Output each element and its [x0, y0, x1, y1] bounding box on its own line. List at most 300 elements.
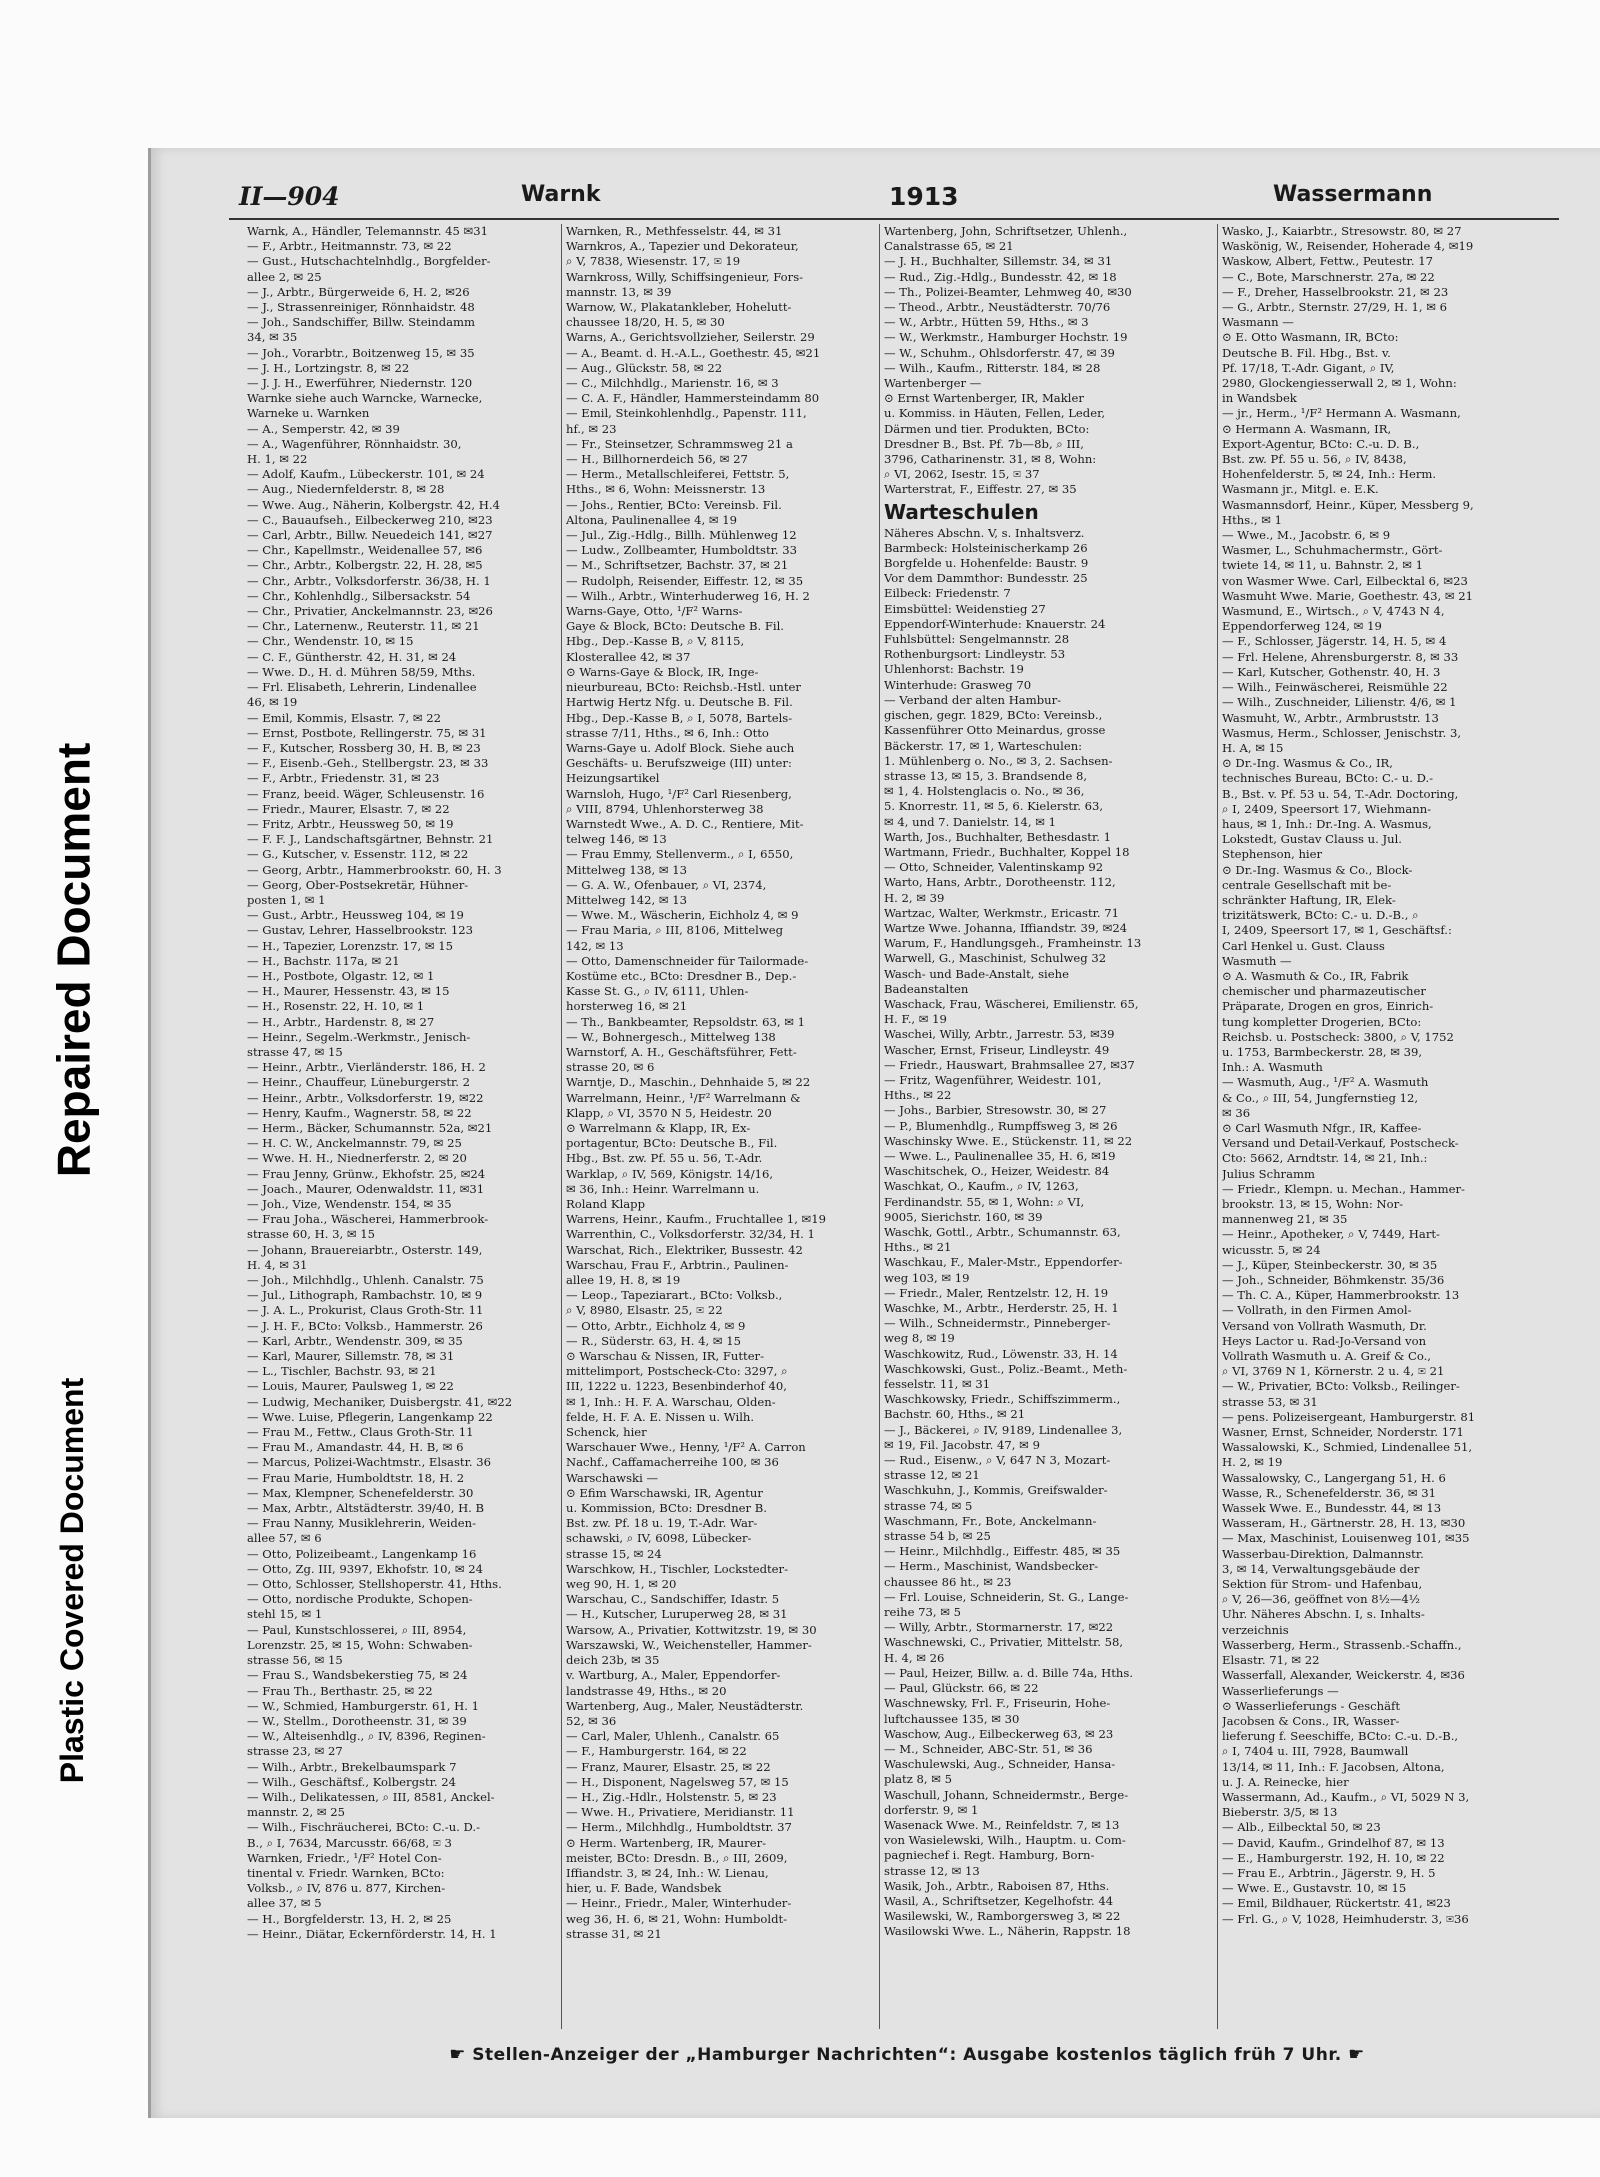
directory-entry-line: allee 37, ✉ 5: [247, 1896, 322, 1911]
directory-entry-line: — W., Privatier, BCto: Volksb., Reilinger-: [1222, 1379, 1460, 1394]
directory-entry-line: — H., Tapezier, Lorenzstr. 17, ✉ 15: [247, 938, 453, 953]
column-1: [243, 224, 561, 2029]
directory-entry-line: Wassalowsky, C., Langergang 51, H. 6: [1222, 1470, 1446, 1485]
directory-entry-line: ✉ 1, 4. Holstenglacis o. No., ✉ 36,: [884, 784, 1085, 799]
directory-entry-line: weg 90, H. 1, ✉ 20: [566, 1577, 677, 1592]
directory-entry-line: strasse 31, ✉ 21: [566, 1926, 662, 1941]
directory-entry-line: — Chr., Arbtr., Kolbergstr. 22, H. 28, ✉5: [247, 558, 483, 573]
directory-entry-line: Mittelweg 138, ✉ 13: [566, 862, 688, 877]
directory-entry-line: ⊙ Warrelmann & Klapp, IR, Ex-: [566, 1120, 751, 1135]
directory-entry-line: — E., Hamburgerstr. 192, H. 10, ✉ 22: [1222, 1850, 1445, 1865]
directory-entry-line: — Frau M., Fettw., Claus Groth-Str. 11: [247, 1425, 474, 1440]
directory-entry-line: ⊙ Hermann A. Wasmann, IR,: [1222, 421, 1392, 436]
directory-entry-line: — Frau S., Wandsbekerstieg 75, ✉ 24: [247, 1668, 468, 1683]
directory-entry-line: — C. A. F., Händler, Hammersteindamm 80: [566, 391, 820, 406]
directory-entry-line: — Frau Nanny, Musiklehrerin, Weiden-: [247, 1516, 477, 1531]
directory-entry-line: — Wwe. D., H. d. Mühren 58/59, Mths.: [247, 664, 476, 679]
directory-entry-line: strasse 20, ✉ 6: [566, 1060, 655, 1075]
directory-entry-line: schawski, ⌕ IV, 6098, Lübecker-: [566, 1531, 752, 1546]
directory-entry-line: — H., Borgfelderstr. 13, H. 2, ✉ 25: [247, 1911, 452, 1926]
directory-entry-line: Hbg., Dep.-Kasse B, ⌕ V, 8115,: [566, 634, 745, 649]
directory-entry-line: — W., Schuhm., Ohlsdorferstr. 47, ✉ 39: [884, 345, 1115, 360]
directory-entry-line: 1. Mühlenberg o. No., ✉ 3, 2. Sachsen-: [884, 753, 1113, 768]
directory-entry-line: H. 2, ✉ 39: [884, 890, 945, 905]
directory-entry-line: 13/14, ✉ 11, Inh.: F. Jacobsen, Altona,: [1222, 1759, 1445, 1774]
directory-entry-line: — Alb., Eilbecktal 50, ✉ 23: [1222, 1820, 1381, 1835]
directory-entry-line: — Chr., Kohlenhdlg., Silbersackstr. 54: [247, 588, 471, 603]
directory-entry-line: — Herm., Milchhdlg., Humboldtstr. 37: [566, 1820, 792, 1835]
directory-entry-line: strasse 47, ✉ 15: [247, 1044, 343, 1059]
directory-entry-line: Klapp, ⌕ VI, 3570 N 5, Heidestr. 20: [566, 1105, 772, 1120]
directory-entry-line: — J. H., Buchhalter, Sillemstr. 34, ✉ 31: [884, 254, 1113, 269]
directory-entry-line: — Wwe. Aug., Näherin, Kolbergstr. 42, H.4: [247, 497, 500, 512]
directory-entry-line: Eimsbüttel: Weidenstieg 27: [884, 601, 1046, 616]
directory-entry-line: Waschulewski, Aug., Schneider, Hansa-: [884, 1757, 1116, 1772]
directory-entry-line: — Frau Marie, Humboldtstr. 18, H. 2: [247, 1470, 465, 1485]
directory-entry-line: strasse 74, ✉ 5: [884, 1498, 973, 1513]
directory-entry-line: Waschnewski, C., Privatier, Mittelstr. 58,: [884, 1635, 1124, 1650]
directory-entry-line: strasse 12, ✉ 21: [884, 1468, 980, 1483]
directory-entry-line: — W., Schmied, Hamburgerstr. 61, H. 1: [247, 1698, 479, 1713]
directory-entry-line: Präparate, Drogen en gros, Einrich-: [1222, 999, 1434, 1014]
directory-entry-line: — Otto, Polizeibeamt., Langenkamp 16: [247, 1546, 477, 1561]
directory-entry-line: 9005, Sierichstr. 160, ✉ 39: [884, 1209, 1043, 1224]
directory-entry-line: Iffiandstr. 3, ✉ 24, Inh.: W. Lienau,: [566, 1865, 769, 1880]
directory-entry-line: Warschat, Rich., Elektriker, Bussestr. 42: [566, 1242, 803, 1257]
directory-entry-line: — Gustav, Lehrer, Hasselbrookstr. 123: [247, 923, 473, 938]
directory-entry-line: — W., Alteisenhdlg., ⌕ IV, 8396, Reginen-: [247, 1729, 486, 1744]
directory-entry-line: Wascher, Ernst, Friseur, Lindleystr. 49: [884, 1042, 1110, 1057]
directory-entry-line: — Wwe. H. H., Niednerferstr. 2, ✉ 20: [247, 1151, 467, 1166]
directory-entry-line: Wassalowski, K., Schmied, Lindenallee 51,: [1222, 1440, 1473, 1455]
directory-entry-line: — J. J. H., Ewerführer, Niedernstr. 120: [247, 376, 473, 391]
directory-entry-line: Lokstedt, Gustav Clauss u. Jul.: [1222, 832, 1402, 847]
directory-entry-line: — Wilh., Zuschneider, Lilienstr. 4/6, ✉ 1: [1222, 695, 1457, 710]
directory-entry-line: — Jul., Zig.-Hdlg., Billh. Mühlenweg 12: [566, 528, 797, 543]
directory-entry-line: — Heinr., Apotheker, ⌕ V, 7449, Hart-: [1222, 1227, 1440, 1242]
directory-entry-line: Waschkowitz, Rud., Löwenstr. 33, H. 14: [884, 1346, 1118, 1361]
directory-entry-line: — J. H. F., BCto: Volksb., Hammerstr. 26: [247, 1318, 483, 1333]
directory-entry-line: u. Kommission, BCto: Dresdner B.: [566, 1501, 767, 1516]
directory-entry-line: — Wwe. E., Gustavstr. 10, ✉ 15: [1222, 1881, 1407, 1896]
directory-entry-line: Waschull, Johann, Schneidermstr., Berge-: [884, 1787, 1129, 1802]
directory-entry-line: ⌕ VI, 2062, Isestr. 15, ✉ 37: [884, 467, 1040, 482]
directory-entry-line: — Carl, Arbtr., Billw. Neuedeich 141, ✉27: [247, 528, 493, 543]
directory-entry-line: ⊙ Wasserlieferungs - Geschäft: [1222, 1698, 1400, 1713]
directory-entry-line: luftchaussee 135, ✉ 30: [884, 1711, 1020, 1726]
directory-entry-line: — Frau Emmy, Stellenverm., ⌕ I, 6550,: [566, 847, 794, 862]
directory-entry-line: stehl 15, ✉ 1: [247, 1607, 323, 1622]
directory-entry-line: ⌕ VIII, 8794, Uhlenhorsterweg 38: [566, 801, 764, 816]
directory-entry-line: — C., Milchhdlg., Marienstr. 16, ✉ 3: [566, 376, 779, 391]
directory-entry-line: — H., Maurer, Hessenstr. 43, ✉ 15: [247, 984, 450, 999]
first-entry-name: Warnk: [521, 182, 601, 207]
directory-entry-line: ✉ 19, Fil. Jacobstr. 47, ✉ 9: [884, 1437, 1040, 1452]
directory-entry-line: — Karl, Arbtr., Wendenstr. 309, ✉ 35: [247, 1333, 463, 1348]
directory-entry-line: ✉ 36: [1222, 1105, 1251, 1120]
directory-entry-line: ⌕ I, 7404 u. III, 7928, Baumwall: [1222, 1744, 1409, 1759]
directory-entry-line: — J., Küper, Steinbeckerstr. 30, ✉ 35: [1222, 1257, 1438, 1272]
directory-entry-line: — W., Bohnergesch., Mittelweg 138: [566, 1029, 776, 1044]
directory-entry-line: — A., Beamt. d. H.-A.L., Goethestr. 45, ✉21: [566, 345, 821, 360]
directory-entry-line: Waschinsky Wwe. E., Stückenstr. 11, ✉ 22: [884, 1133, 1133, 1148]
directory-entry-line: Waschow, Aug., Eilbeckerweg 63, ✉ 23: [884, 1726, 1114, 1741]
directory-entry-line: — Herm., Metallschleiferei, Fettstr. 5,: [566, 467, 790, 482]
directory-entry-line: Export-Agentur, BCto: C.-u. D. B.,: [1222, 436, 1420, 451]
directory-entry-line: — jr., Herm., ¹/F² Hermann A. Wasmann,: [1222, 406, 1461, 421]
directory-entry-line: Kostüme etc., BCto: Dresdner B., Dep.-: [566, 968, 797, 983]
page-number: II—904: [239, 182, 340, 211]
directory-entry-line: — Frl. Helene, Ahrensburgerstr. 8, ✉ 33: [1222, 649, 1459, 664]
directory-entry-line: — Ernst, Postbote, Rellingerstr. 75, ✉ 31: [247, 725, 487, 740]
directory-entry-line: — Joh., Milchhdlg., Uhlenh. Canalstr. 75: [247, 1273, 484, 1288]
directory-entry-line: — M., Schneider, ABC-Str. 51, ✉ 36: [884, 1741, 1093, 1756]
directory-entry-line: — Paul, Glückstr. 66, ✉ 22: [884, 1681, 1039, 1696]
directory-entry-line: — David, Kaufm., Grindelhof 87, ✉ 13: [1222, 1835, 1445, 1850]
directory-entry-line: Hths., ✉ 22: [884, 1088, 952, 1103]
directory-entry-line: ⊙ Dr.-Ing. Wasmus & Co., Block-: [1222, 862, 1413, 877]
directory-entry-line: H. 4, ✉ 26: [884, 1650, 945, 1665]
directory-entry-line: ⊙ Herm. Wartenberg, IR, Maurer-: [566, 1835, 767, 1850]
directory-entry-line: hier, u. F. Bade, Wandsbek: [566, 1881, 722, 1896]
directory-entry-line: Lorenzstr. 25, ✉ 15, Wohn: Schwaben-: [247, 1637, 473, 1652]
directory-entry-line: Eppendorf-Winterhude: Knauerstr. 24: [884, 616, 1106, 631]
directory-entry-line: — F., Dreher, Hasselbrookstr. 21, ✉ 23: [1222, 284, 1449, 299]
directory-entry-line: — Fritz, Wagenführer, Weidestr. 101,: [884, 1072, 1102, 1087]
directory-entry-line: platz 8, ✉ 5: [884, 1772, 953, 1787]
directory-entry-line: — F., Arbtr., Friedenstr. 31, ✉ 23: [247, 771, 440, 786]
directory-entry-line: Warschau, Frau F., Arbtrin., Paulinen-: [566, 1257, 789, 1272]
directory-entry-line: Warrens, Heinr., Kaufm., Fruchtallee 1, ✉19: [566, 1212, 827, 1227]
directory-entry-line: allee 2, ✉ 25: [247, 269, 322, 284]
directory-entry-line: — Franz, beeid. Wäger, Schleusenstr. 16: [247, 786, 485, 801]
directory-entry-line: ⊙ Efim Warschawski, IR, Agentur: [566, 1485, 763, 1500]
directory-entry-line: Hohenfelderstr. 5, ✉ 24, Inh.: Herm.: [1222, 467, 1437, 482]
directory-entry-line: Wasilewski, W., Ramborgersweg 3, ✉ 22: [884, 1909, 1121, 1924]
directory-entry-line: Pf. 17/18, T.-Adr. Gigant, ⌕ IV,: [1222, 360, 1395, 375]
directory-entry-line: ⌕ V, 7838, Wiesenstr. 17, ✉ 19: [566, 254, 741, 269]
directory-entry-line: Wasseram, H., Gärtnerstr. 28, H. 13, ✉30: [1222, 1516, 1466, 1531]
directory-entry-line: — Frl. Louise, Schneiderin, St. G., Lange-: [884, 1589, 1129, 1604]
directory-entry-line: H. 4, ✉ 31: [247, 1257, 308, 1272]
directory-entry-line: Warth, Jos., Buchhalter, Bethesdastr. 1: [884, 829, 1111, 844]
directory-entry-line: Wasserberg, Herm., Strassenb.-Schaffn.,: [1222, 1637, 1462, 1652]
year: 1913: [889, 182, 959, 211]
directory-entry-line: & Co., ⌕ III, 54, Jungfernstieg 12,: [1222, 1090, 1419, 1105]
directory-entry-line: — Th., Polizei-Beamter, Lehmweg 40, ✉30: [884, 284, 1132, 299]
header-rule: [229, 218, 1559, 220]
directory-entry-line: — H., Kutscher, Luruperweg 28, ✉ 31: [566, 1607, 788, 1622]
directory-entry-line: Gaye & Block, BCto: Deutsche B. Fil.: [566, 619, 784, 634]
directory-entry-line: ⊙ E. Otto Wasmann, IR, BCto:: [1222, 330, 1399, 345]
plastic-covered-text: Plastic Covered Document: [54, 1377, 91, 1783]
directory-entry-line: — Joh., Vorarbtr., Boitzenweg 15, ✉ 35: [247, 345, 475, 360]
last-entry-name: Wassermann: [1273, 182, 1433, 207]
directory-entry-line: von Wasmer Wwe. Carl, Eilbecktal 6, ✉23: [1222, 573, 1468, 588]
directory-entry-line: — Chr., Laternenw., Reuterstr. 11, ✉ 21: [247, 619, 480, 634]
directory-entry-line: — M., Schriftsetzer, Bachstr. 37, ✉ 21: [566, 558, 789, 573]
directory-entry-line: nieurbureau, BCto: Reichsb.-Hstl. unter: [566, 680, 801, 695]
directory-entry-line: Elsastr. 71, ✉ 22: [1222, 1653, 1320, 1668]
directory-entry-line: — Otto, Schlosser, Stellshoperstr. 41, Hths.: [247, 1577, 502, 1592]
directory-entry-line: Wassek Wwe. E., Bundesstr. 44, ✉ 13: [1222, 1501, 1442, 1516]
directory-entry-line: Warnkross, Willy, Schiffsingenieur, Fors-: [566, 269, 804, 284]
directory-entry-line: — J., Strassenreiniger, Rönnhaidstr. 48: [247, 300, 475, 315]
directory-entry-line: — P., Blumenhdlg., Rumpffsweg 3, ✉ 26: [884, 1118, 1118, 1133]
directory-entry-line: Hths., ✉ 1: [1222, 512, 1283, 527]
directory-entry-line: Warnke siehe auch Warncke, Warnecke,: [247, 391, 483, 406]
directory-entry-line: — Marcus, Polizei-Wachtmstr., Elsastr. 36: [247, 1455, 491, 1470]
directory-entry-line: — Wilh., Arbtr., Winterhuderweg 16, H. 2: [566, 588, 810, 603]
directory-entry-line: Kasse St. G., ⌕ IV, 6111, Uhlen-: [566, 984, 749, 999]
directory-entry-line: 5. Knorrestr. 11, ✉ 5, 6. Kielerstr. 63,: [884, 799, 1104, 814]
directory-entry-line: Wasmuht Wwe. Marie, Goethestr. 43, ✉ 21: [1222, 588, 1473, 603]
directory-entry-line: Warto, Hans, Arbtr., Dorotheenstr. 112,: [884, 875, 1116, 890]
directory-entry-line: — Frau Maria, ⌕ III, 8106, Mittelweg: [566, 923, 784, 938]
directory-entry-line: — J. H., Lortzingstr. 8, ✉ 22: [247, 360, 410, 375]
directory-entry-line: 3796, Catharinenstr. 31, ✉ 8, Wohn:: [884, 452, 1097, 467]
directory-entry-line: Warnken, Friedr., ¹/F² Hotel Con-: [247, 1850, 442, 1865]
directory-entry-line: — Johs., Barbier, Stresowstr. 30, ✉ 27: [884, 1103, 1107, 1118]
directory-entry-line: Heizungsartikel: [566, 771, 660, 786]
directory-entry-line: Warns, A., Gerichtsvollzieher, Seilerstr. 29: [566, 330, 815, 345]
directory-entry-line: Warnk, A., Händler, Telemannstr. 45 ✉31: [247, 224, 489, 238]
directory-entry-line: — F., Kutscher, Rossberg 30, H. B, ✉ 23: [247, 740, 481, 755]
directory-entry-line: — Chr., Wendenstr. 10, ✉ 15: [247, 634, 414, 649]
directory-entry-line: landstrasse 49, Hths., ✉ 20: [566, 1683, 727, 1698]
directory-entry-line: — Johann, Brauereiarbtr., Osterstr. 149,: [247, 1242, 483, 1257]
directory-entry-line: — Th., Bankbeamter, Repsoldstr. 63, ✉ 1: [566, 1014, 806, 1029]
directory-entry-line: Bst. zw. Pf. 55 u. 56, ⌕ IV, 8438,: [1222, 452, 1407, 467]
directory-entry-line: Wasik, Joh., Arbtr., Raboisen 87, Hths.: [884, 1878, 1110, 1893]
directory-entry-line: — Heinr., Arbtr., Volksdorferstr. 19, ✉22: [247, 1090, 484, 1105]
directory-entry-line: — Theod., Arbtr., Neustädterstr. 70/76: [884, 300, 1111, 315]
directory-entry-line: — Gust., Hutschachtelnhdlg., Borgfelder-: [247, 254, 491, 269]
directory-entry-line: — Wilh., Delikatessen, ⌕ III, 8581, Anckel-: [247, 1789, 495, 1804]
directory-entry-line: chaussee 86 ht., ✉ 23: [884, 1574, 1012, 1589]
directory-entry-line: — Adolf, Kaufm., Lübeckerstr. 101, ✉ 24: [247, 467, 485, 482]
directory-entry-line: Wasil, A., Schriftsetzer, Kegelhofstr. 44: [884, 1893, 1114, 1908]
directory-entry-line: — H., Postbote, Olgastr. 12, ✉ 1: [247, 968, 435, 983]
directory-entry-line: chaussee 18/20, H. 5, ✉ 30: [566, 315, 725, 330]
directory-entry-line: Wasserfall, Alexander, Weickerstr. 4, ✉36: [1222, 1668, 1465, 1683]
directory-entry-line: — Wilh., Kaufm., Ritterstr. 184, ✉ 28: [884, 360, 1101, 375]
directory-entry-line: Eilbeck: Friedenstr. 7: [884, 586, 1011, 601]
directory-entry-line: tung kompletter Drogerien, BCto:: [1222, 1014, 1422, 1029]
directory-entry-line: Geschäfts- u. Berufszweige (III) unter:: [566, 756, 792, 771]
directory-entry-line: Hbg., Dep.-Kasse B, ⌕ I, 5078, Bartels-: [566, 710, 793, 725]
repaired-document-label: [18, 700, 128, 1220]
directory-entry-line: — Frau M., Amandastr. 44, H. B, ✉ 6: [247, 1440, 464, 1455]
directory-entry-line: Stephenson, hier: [1222, 847, 1323, 862]
directory-entry-line: — H., Disponent, Nagelsweg 57, ✉ 15: [566, 1774, 789, 1789]
directory-entry-line: — Wilh., Geschäftsf., Kolbergstr. 24: [247, 1774, 456, 1789]
directory-entry-line: Bachstr. 60, Hths., ✉ 21: [884, 1407, 1026, 1422]
directory-entry-line: Hths., ✉ 6, Wohn: Meissnerstr. 13: [566, 482, 766, 497]
directory-entry-line: — Chr., Privatier, Anckelmannstr. 23, ✉26: [247, 604, 493, 619]
directory-entry-line: — F., Arbtr., Heitmannstr. 73, ✉ 22: [247, 239, 452, 254]
directory-entry-line: H. F., ✉ 19: [884, 1012, 947, 1027]
directory-entry-line: — Herm., Maschinist, Wandsbecker-: [884, 1559, 1099, 1574]
directory-entry-line: — H., Bachstr. 117a, ✉ 21: [247, 953, 400, 968]
directory-entry-line: Waskönig, W., Reisender, Hoherade 4, ✉19: [1222, 239, 1474, 254]
directory-entry-line: Därmen und tier. Produkten, BCto:: [884, 421, 1090, 436]
directory-entry-line: reihe 73, ✉ 5: [884, 1605, 962, 1620]
directory-entry-line: Uhr. Näheres Abschn. I, s. Inhalts-: [1222, 1607, 1425, 1622]
directory-entry-line: — Emil, Kommis, Elsastr. 7, ✉ 22: [247, 710, 442, 725]
directory-entry-line: Heys Lactor u. Rad-Jo-Versand von: [1222, 1333, 1427, 1348]
directory-entry-line: ⌕ I, 2409, Speersort 17, Wiehmann-: [1222, 801, 1432, 816]
directory-entry-line: — Chr., Kapellmstr., Weidenallee 57, ✉6: [247, 543, 483, 558]
directory-entry-line: u. J. A. Reinecke, hier: [1222, 1774, 1349, 1789]
directory-entry-line: twiete 14, ✉ 11, u. Bahnstr. 2, ✉ 1: [1222, 558, 1423, 573]
directory-entry-line: Wasmann jr., Mitgl. e. E.K.: [1222, 482, 1379, 497]
directory-entry-line: — Frau E., Arbtrin., Jägerstr. 9, H. 5: [1222, 1865, 1436, 1880]
directory-entry-line: — Max, Maschinist, Louisenweg 101, ✉35: [1222, 1531, 1470, 1546]
directory-entry-line: ⊙ Carl Wasmuth Nfgr., IR, Kaffee-: [1222, 1120, 1422, 1135]
directory-entry-line: Warklap, ⌕ IV, 569, Königstr. 14/16,: [566, 1166, 774, 1181]
directory-entry-line: Waschkat, O., Kaufm., ⌕ IV, 1263,: [884, 1179, 1079, 1194]
directory-entry-line: Bäckerstr. 17, ✉ 1, Warteschulen:: [884, 738, 1083, 753]
directory-entry-line: — Willy, Arbtr., Stormarnerstr. 17, ✉22: [884, 1620, 1114, 1635]
directory-entry-line: Ferdinandstr. 55, ✉ 1, Wohn: ⌕ VI,: [884, 1194, 1085, 1209]
directory-entry-line: — Emil, Bildhauer, Rückertstr. 41, ✉23: [1222, 1896, 1451, 1911]
directory-entry-line: Borgfelde u. Hohenfelde: Baustr. 9: [884, 556, 1089, 571]
directory-entry-line: Warteschulen: [884, 499, 1039, 524]
directory-entry-line: — J. A. L., Prokurist, Claus Groth-Str. 11: [247, 1303, 484, 1318]
directory-entry-line: — Joh., Sandschiffer, Billw. Steindamm: [247, 315, 476, 330]
directory-entry-line: — L., Tischler, Bachstr. 93, ✉ 21: [247, 1364, 437, 1379]
directory-entry-line: — Th. C. A., Küper, Hammerbrookstr. 13: [1222, 1288, 1460, 1303]
directory-entry-line: strasse 12, ✉ 13: [884, 1863, 980, 1878]
directory-entry-line: — Aug., Niedernfelderstr. 8, ✉ 28: [247, 482, 445, 497]
directory-entry-line: Vor dem Dammthor: Bundesstr. 25: [884, 571, 1088, 586]
directory-entry-line: Warrenthin, C., Volksdorferstr. 32/34, H. 1: [566, 1227, 815, 1242]
directory-entry-line: — Wwe. L., Paulinenallee 35, H. 6, ✉19: [884, 1148, 1116, 1163]
directory-entry-line: schränkter Haftung, IR, Elek-: [1222, 892, 1396, 907]
directory-entry-line: — Otto, Damenschneider für Tailormade-: [566, 953, 809, 968]
directory-entry-line: — Fritz, Arbtr., Heussweg 50, ✉ 19: [247, 816, 454, 831]
column-3: [879, 224, 1217, 2029]
directory-entry-line: — Paul, Kunstschlosserei, ⌕ III, 8954,: [247, 1622, 467, 1637]
directory-entry-line: Bst. zw. Pf. 18 u. 19, T.-Adr. War-: [566, 1516, 758, 1531]
directory-entry-line: Wasmuht, W., Arbtr., Armbruststr. 13: [1222, 710, 1439, 725]
directory-entry-line: B., Bst. v. Pf. 53 u. 54, T.-Adr. Doctoring,: [1222, 786, 1459, 801]
pointing-hand-icon: ☛: [1348, 2044, 1365, 2065]
column-4: [1217, 224, 1559, 2029]
directory-entry-line: — Frl. Elisabeth, Lehrerin, Lindenallee: [247, 680, 477, 695]
directory-entry-line: Waschkuhn, J., Kommis, Greifswalder-: [884, 1483, 1108, 1498]
directory-entry-line: — Joach., Maurer, Odenwaldstr. 11, ✉31: [247, 1181, 485, 1196]
directory-entry-line: mittelimport, Postscheck-Cto: 3297, ⌕: [566, 1364, 788, 1379]
directory-entry-line: Volksb., ⌕ IV, 876 u. 877, Kirchen-: [247, 1881, 446, 1896]
directory-entry-line: telweg 146, ✉ 13: [566, 832, 667, 847]
directory-entry-line: Wasner, Ernst, Schneider, Norderstr. 171: [1222, 1425, 1464, 1440]
directory-entry-line: Wasmann —: [1222, 315, 1294, 330]
directory-entry-line: chemischer und pharmazeutischer: [1222, 984, 1426, 999]
directory-entry-line: — C., Bote, Marschnerstr. 27a, ✉ 22: [1222, 269, 1435, 284]
directory-entry-line: v. Wartburg, A., Maler, Eppendorfer-: [566, 1668, 781, 1683]
directory-entry-line: — H., Zig.-Hdlr., Holstenstr. 5, ✉ 23: [566, 1789, 777, 1804]
directory-entry-line: — G. A. W., Ofenbauer, ⌕ VI, 2374,: [566, 877, 767, 892]
directory-entry-line: Wasmus, Herm., Schlosser, Jenischstr. 3,: [1222, 725, 1462, 740]
directory-entry-line: Sektion für Strom- und Hafenbau,: [1222, 1577, 1423, 1592]
directory-entry-line: Cto: 5662, Arndtstr. 14, ✉ 21, Inh.:: [1222, 1151, 1428, 1166]
directory-entry-line: — Wwe. Luise, Pflegerin, Langenkamp 22: [247, 1409, 493, 1424]
directory-entry-line: Wartzac, Walter, Werkmstr., Ericastr. 71: [884, 905, 1120, 920]
directory-entry-line: lieferung f. Seeschiffe, BCto: C.-u. D.-B.,: [1222, 1729, 1459, 1744]
directory-entry-line: strasse 54 b, ✉ 25: [884, 1529, 991, 1544]
directory-entry-line: — J., Arbtr., Bürgerweide 6, H. 2, ✉26: [247, 284, 470, 299]
directory-entry-line: — Wilh., Fischräucherei, BCto: C.-u. D.-: [247, 1820, 481, 1835]
directory-entry-line: — W., Stellm., Dorotheenstr. 31, ✉ 39: [247, 1713, 467, 1728]
directory-entry-line: — Otto, Schneider, Valentinskamp 92: [884, 860, 1104, 875]
directory-entry-line: — Rudolph, Reisender, Eiffestr. 12, ✉ 35: [566, 573, 804, 588]
directory-entry-line: — Wwe., M., Jacobstr. 6, ✉ 9: [1222, 528, 1391, 543]
directory-entry-line: H. 1, ✉ 22: [247, 452, 308, 467]
directory-entry-line: Wasmund, E., Wirtsch., ⌕ V, 4743 N 4,: [1222, 604, 1445, 619]
directory-entry-line: Wasserlieferungs —: [1222, 1683, 1339, 1698]
directory-entry-line: — F., Schlosser, Jägerstr. 14, H. 5, ✉ 4: [1222, 634, 1447, 649]
directory-entry-line: 3, ✉ 14, Verwaltungsgebäude der: [1222, 1561, 1420, 1576]
directory-entry-line: wicusstr. 5, ✉ 24: [1222, 1242, 1321, 1257]
directory-entry-line: — Karl, Kutscher, Gothenstr. 40, H. 3: [1222, 664, 1441, 679]
directory-entry-line: strasse 53, ✉ 31: [1222, 1394, 1318, 1409]
directory-entry-line: — Georg, Ober-Postsekretär, Hühner-: [247, 877, 469, 892]
directory-entry-line: Wartenberger —: [884, 376, 982, 391]
directory-entry-line: ✉ 4, und 7. Danielstr. 14, ✉ 1: [884, 814, 1057, 829]
directory-entry-line: — Max, Arbtr., Altstädterstr. 39/40, H. B: [247, 1501, 485, 1516]
directory-entry-line: technisches Bureau, BCto: C.- u. D.-: [1222, 771, 1434, 786]
directory-entry-line: Waschkau, F., Maler-Mstr., Eppendorfer-: [884, 1255, 1123, 1270]
directory-entry-line: — Frau Th., Berthastr. 25, ✉ 22: [247, 1683, 433, 1698]
directory-entry-line: H. 2, ✉ 19: [1222, 1455, 1283, 1470]
directory-entry-line: Roland Klapp: [566, 1197, 646, 1211]
directory-entry-line: Klosterallee 42, ✉ 37: [566, 649, 691, 664]
directory-entry-line: — Carl, Maler, Uhlenh., Canalstr. 65: [566, 1729, 780, 1744]
directory-entry-line: — Leop., Tapeziarart., BCto: Volksb.,: [566, 1288, 783, 1303]
directory-entry-line: — Otto, Zg. III, 9397, Ekhofstr. 10, ✉ 24: [247, 1561, 484, 1576]
directory-entry-line: — J., Bäckerei, ⌕ IV, 9189, Lindenallee 3,: [884, 1422, 1123, 1437]
directory-entry-line: Winterhude: Grasweg 70: [884, 677, 1032, 692]
directory-entry-line: Wasko, J., Kaiarbtr., Stresowstr. 80, ✉ 27: [1222, 224, 1462, 238]
directory-entry-line: — Henry, Kaufm., Wagnerstr. 58, ✉ 22: [247, 1105, 472, 1120]
directory-entry-line: Wasenack Wwe. M., Reinfeldstr. 7, ✉ 13: [884, 1817, 1120, 1832]
directory-entry-line: Waschke, M., Arbtr., Herderstr. 25, H. 1: [884, 1301, 1119, 1316]
directory-entry-line: Wasilowski Wwe. L., Näherin, Rappstr. 18: [884, 1924, 1131, 1939]
directory-entry-line: — Wilh., Schneidermstr., Pinneberger-: [884, 1316, 1111, 1331]
directory-entry-line: fesselstr. 11, ✉ 31: [884, 1377, 991, 1392]
directory-entry-line: Canalstrasse 65, ✉ 21: [884, 239, 1014, 254]
directory-entry-line: — H., Billhornerdeich 56, ✉ 27: [566, 452, 748, 467]
directory-entry-line: ✉ 1, Inh.: H. F. A. Warschau, Olden-: [566, 1394, 776, 1409]
directory-entry-line: u. Kommiss. in Häuten, Fellen, Leder,: [884, 406, 1106, 421]
directory-entry-line: Warterstrat, F., Eiffestr. 27, ✉ 35: [884, 482, 1077, 497]
directory-entry-line: — Joh., Schneider, Böhmkenstr. 35/36: [1222, 1273, 1445, 1288]
directory-entry-line: — G., Arbtr., Sternstr. 27/29, H. 1, ✉ 6: [1222, 300, 1448, 315]
directory-entry-line: — Friedr., Maurer, Elsastr. 7, ✉ 22: [247, 801, 450, 816]
directory-entry-line: Julius Schramm: [1222, 1166, 1315, 1181]
directory-entry-line: — Max, Klempner, Schenefelderstr. 30: [247, 1485, 474, 1500]
directory-entry-line: posten 1, ✉ 1: [247, 892, 326, 907]
directory-entry-line: — Georg, Arbtr., Hammerbrookstr. 60, H. 3: [247, 862, 502, 877]
directory-entry-line: — Gust., Arbtr., Heussweg 104, ✉ 19: [247, 908, 464, 923]
directory-entry-line: — Louis, Maurer, Paulsweg 1, ✉ 22: [247, 1379, 454, 1394]
directory-entry-line: Wartmann, Friedr., Buchhalter, Koppel 18: [884, 844, 1130, 859]
directory-entry-line: Waschk, Gottl., Arbtr., Schumannstr. 63,: [884, 1225, 1121, 1239]
directory-entry-line: 52, ✉ 36: [566, 1713, 617, 1728]
directory-entry-line: — Wilh., Arbtr., Brekelbaumspark 7: [247, 1759, 457, 1774]
